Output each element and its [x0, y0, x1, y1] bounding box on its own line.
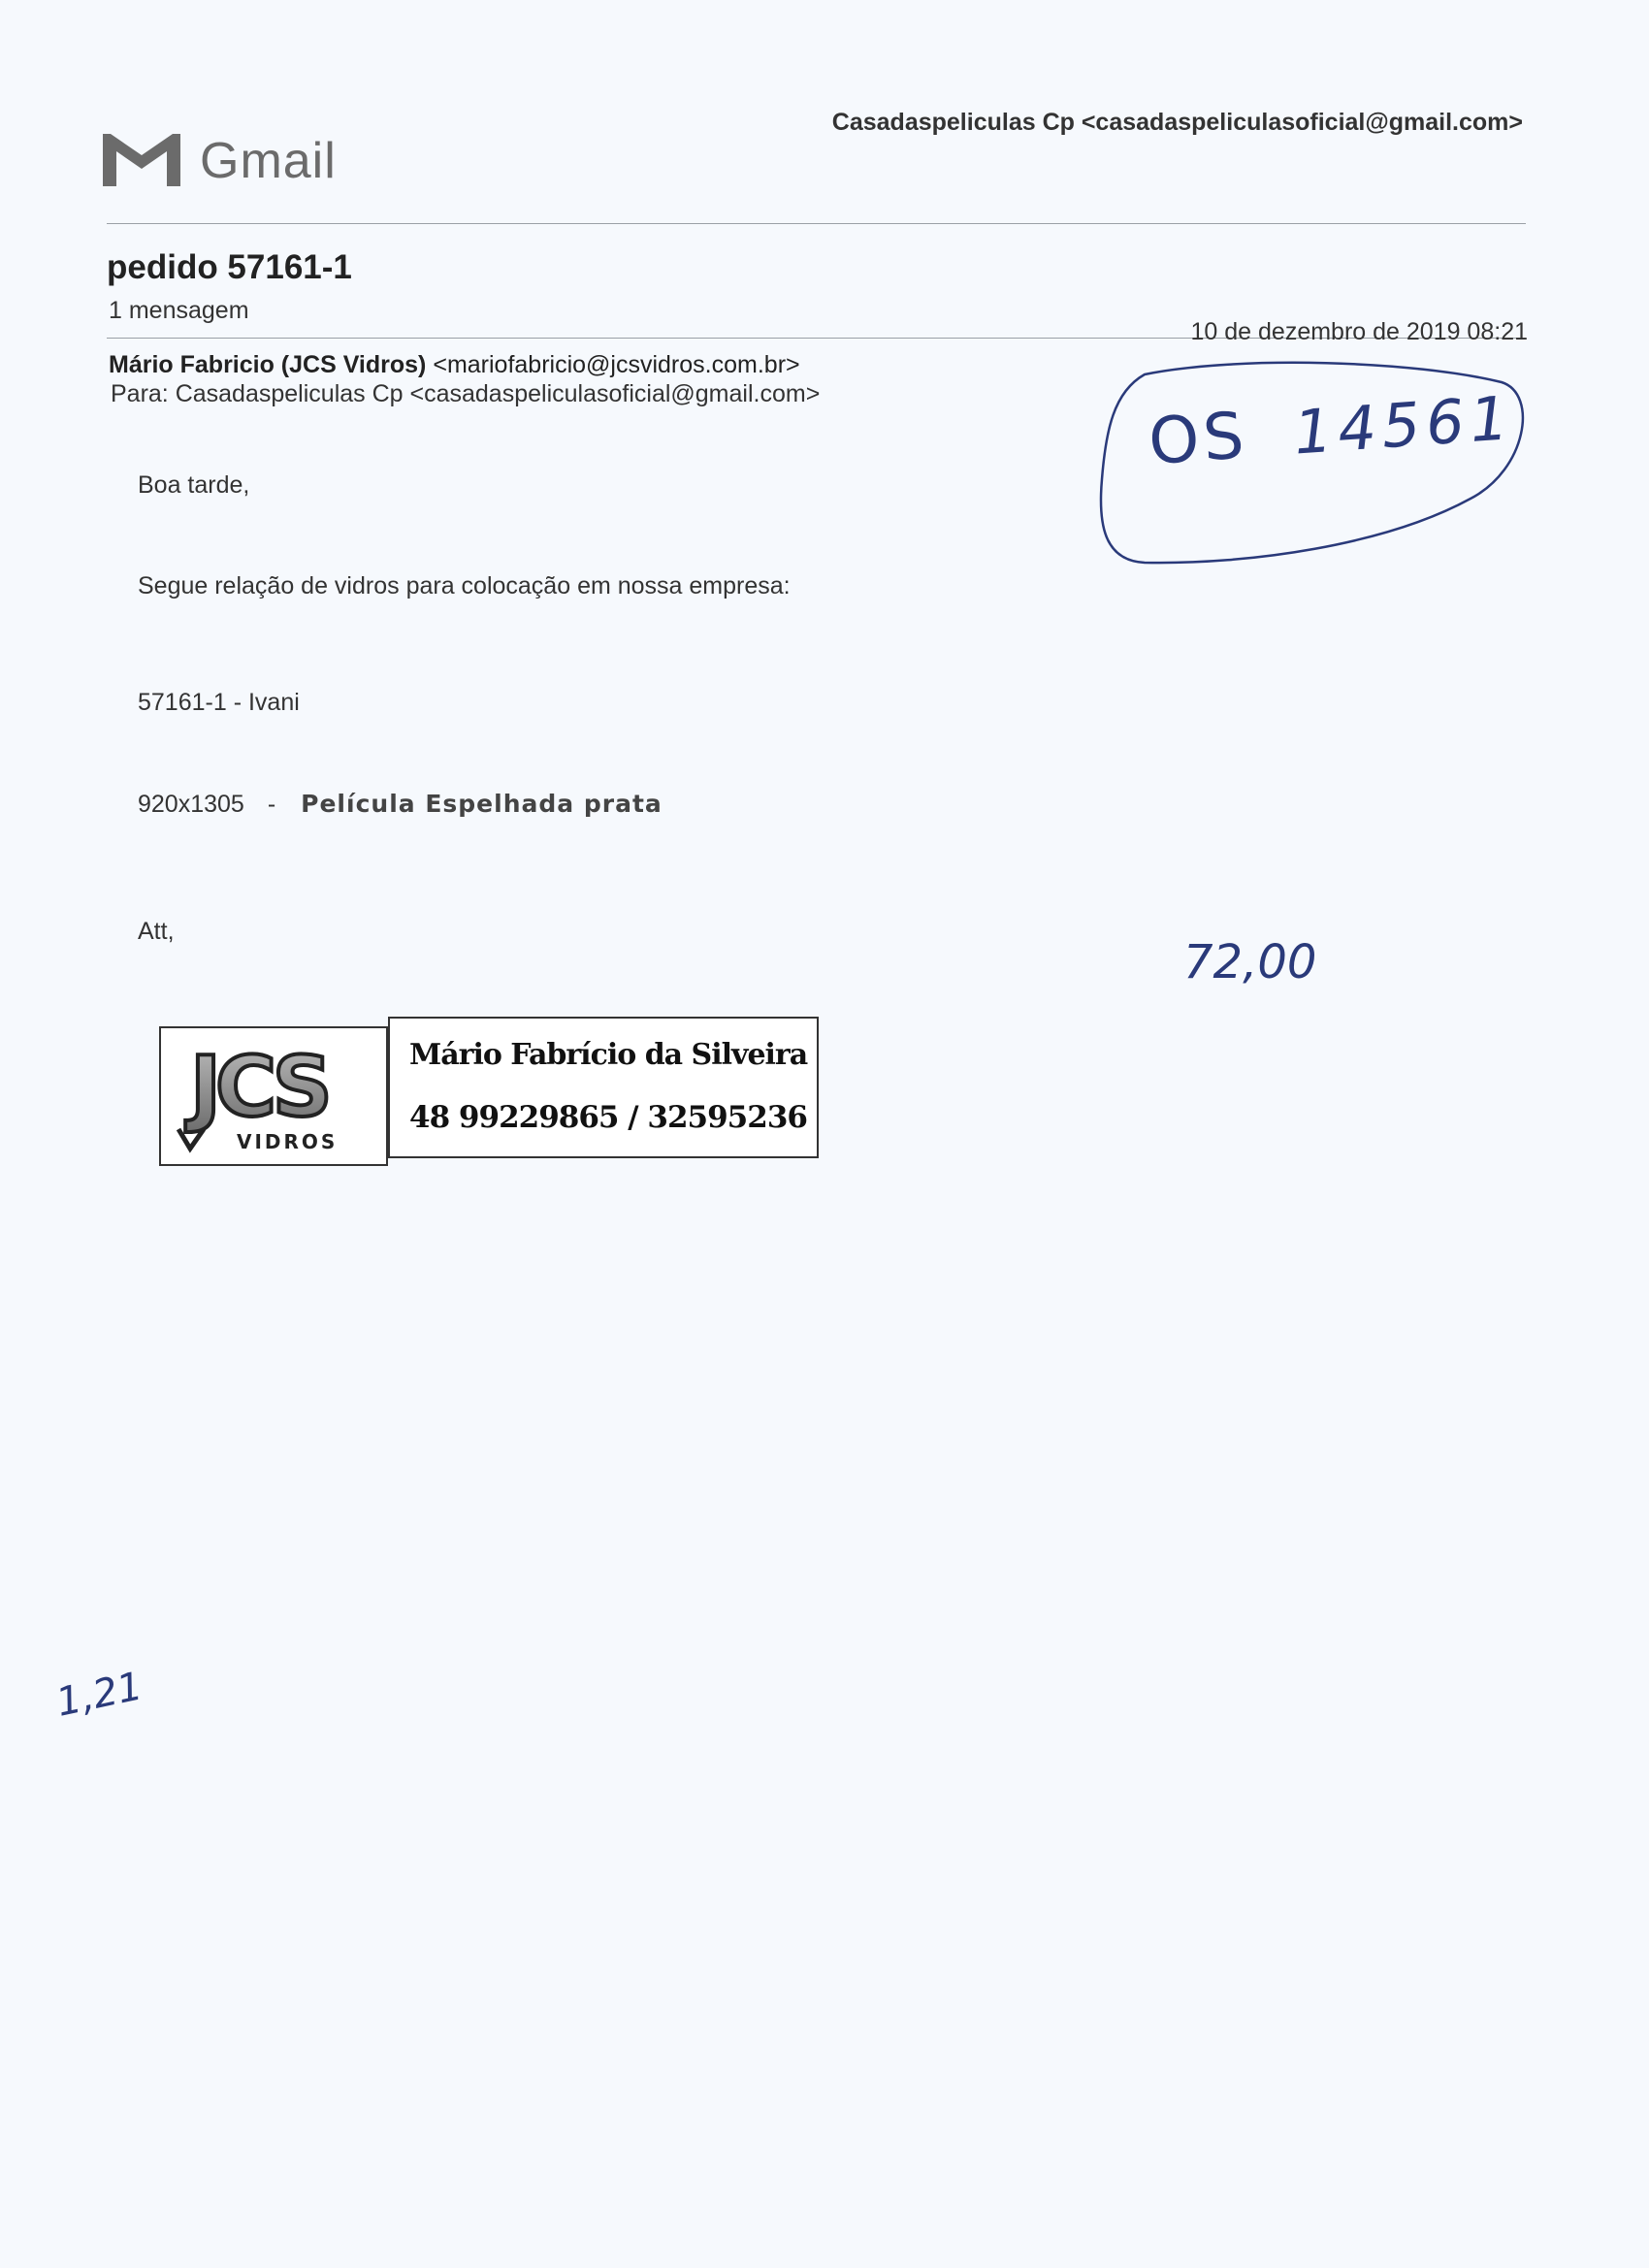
header-divider [107, 223, 1526, 224]
email-signature [159, 1017, 815, 1162]
account-email: Casadaspeliculas Cp <casadaspeliculasoficial@gmail.com> [831, 109, 1523, 136]
recipient-line: Para: Casadaspeliculas Cp <casadaspeliculasoficial@gmail.com> [111, 380, 821, 407]
sender-name: Mário Fabricio (JCS Vidros) [109, 351, 427, 378]
item-description: Película Espelhada prata [301, 790, 663, 818]
handwritten-side-note: 1,21 [52, 1664, 146, 1726]
message-count: 1 mensagem [109, 297, 249, 324]
closing-text: Att, [138, 918, 175, 945]
item-dash: - [267, 791, 276, 818]
jcs-logo-icon [161, 1028, 386, 1164]
logo-subtext: VIDROS [237, 1130, 339, 1153]
gmail-wordmark: Gmail [200, 133, 337, 189]
sender-email: <mariofabricio@jcsvidros.com.br> [433, 351, 800, 378]
gmail-logo[interactable] [101, 130, 353, 192]
signature-name: Mário Fabrício da Silveira [409, 1038, 808, 1072]
signature-phone: 48 99229865 / 32595236 [409, 1100, 807, 1135]
intro-text: Segue relação de vidros para colocação em nossa empresa: [138, 572, 791, 599]
signature-info [388, 1017, 819, 1158]
handwritten-price: 72,00 [1183, 935, 1317, 989]
item-line [138, 790, 663, 819]
logo-text: JCS [190, 1039, 327, 1136]
os-number: 14561 [1291, 381, 1517, 469]
jcs-vidros-logo [159, 1026, 388, 1166]
sender-line [109, 351, 800, 379]
item-size: 920x1305 [138, 791, 244, 818]
message-date: 10 de dezembro de 2019 08:21 [1190, 318, 1528, 345]
greeting-text: Boa tarde, [138, 471, 250, 499]
gmail-m-icon [101, 130, 182, 188]
thread-subject: pedido 57161-1 [107, 248, 352, 286]
os-label: OS [1146, 398, 1250, 480]
order-reference: 57161-1 - Ivani [138, 689, 300, 716]
